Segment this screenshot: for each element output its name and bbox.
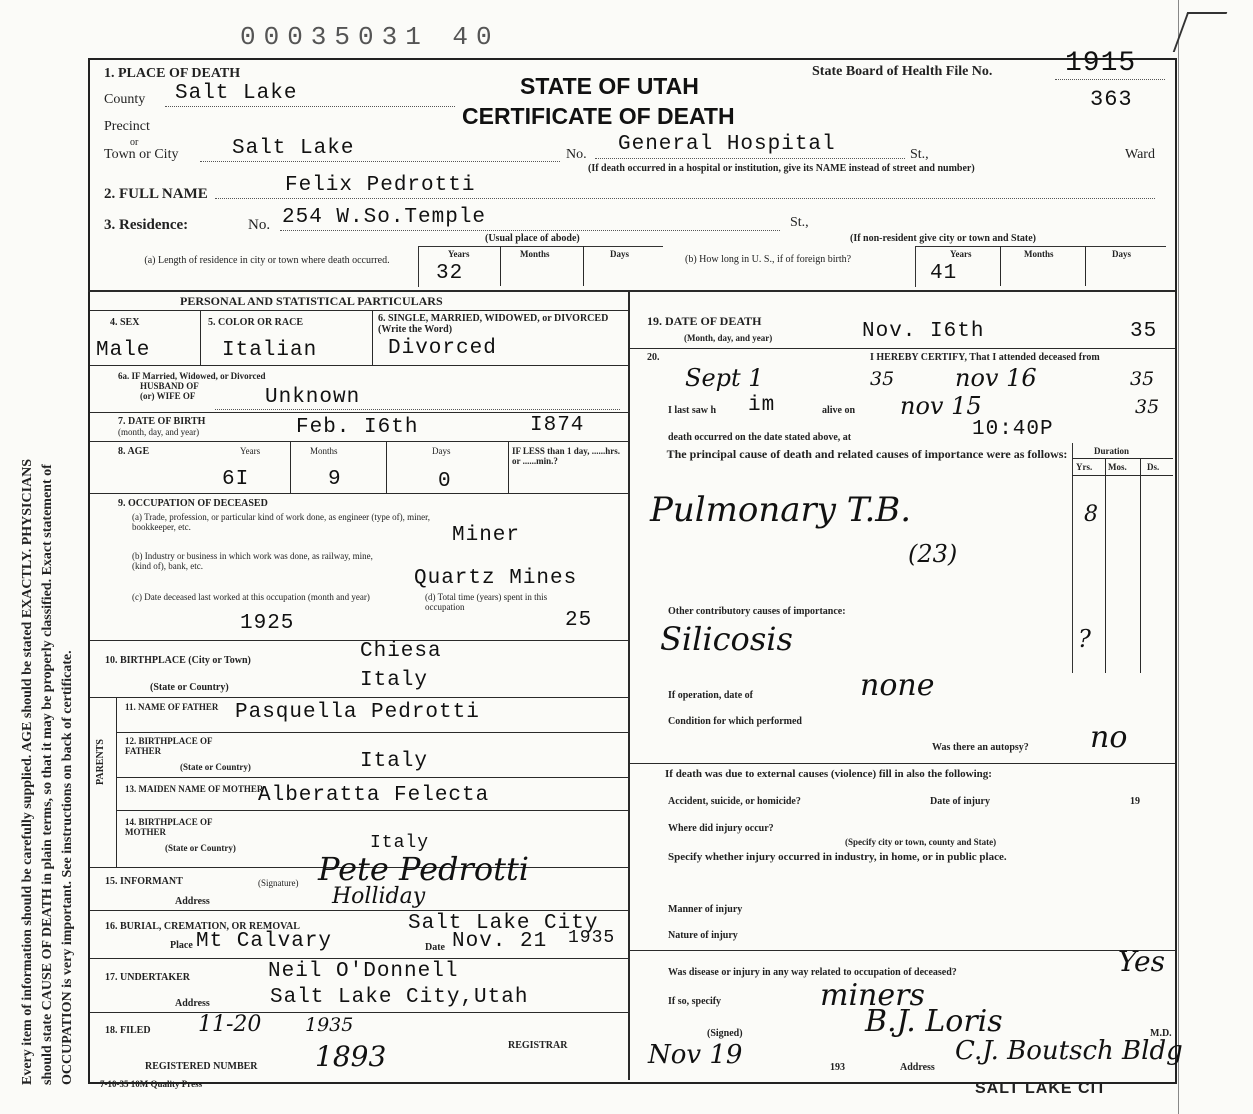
age-years-header: Years (240, 446, 261, 456)
occupation-a-label: (a) Trade, profession, or particular kind of work done, as engineer (type of), miner, bookkeeper, etc. (132, 512, 431, 532)
age-months-value: 9 (328, 468, 342, 491)
birthplace-city: Chiesa (360, 640, 442, 663)
informant-signature: Pete Pedrotti (318, 850, 530, 888)
residence-value: 254 W.So.Temple (282, 206, 487, 229)
accident-label: Accident, suicide, or homicide? (668, 796, 801, 807)
principal-cause: Pulmonary T.B. (650, 490, 912, 530)
manner-label: Manner of injury (668, 904, 743, 915)
injury-date-label: Date of injury (930, 796, 990, 807)
informant-signature-label: (Signature) (258, 878, 299, 888)
signed-label: (Signed) (707, 1028, 743, 1039)
injury-specify-label: Specify whether injury occurred in industry, in home, or in public place. (668, 851, 1007, 863)
full-name-value: Felix Pedrotti (285, 174, 476, 197)
certify-text: I HEREBY CERTIFY, That I attended deceased from (870, 352, 1100, 363)
injury-where-label: Where did injury occur? (668, 823, 774, 834)
informant-address-label: Address (175, 896, 210, 907)
corner-fold-icon (1173, 12, 1228, 52)
last-saw-pronoun: im (748, 394, 776, 417)
length-years-header: Years (448, 249, 470, 259)
physician-address-label: Address (900, 1062, 935, 1073)
md-label: M.D. (1150, 1028, 1172, 1039)
if-so-label: If so, specify (668, 996, 722, 1007)
father-birthplace-value: Italy (360, 750, 429, 773)
alive-on-year: 35 (1135, 396, 1160, 418)
dob-month-day: Feb. I6th (296, 416, 419, 439)
burial-label: 16. BURIAL, CREMATION, OR REMOVAL (105, 921, 300, 932)
alive-on-date: nov 15 (900, 392, 982, 420)
race-label: 5. COLOR OR RACE (208, 317, 304, 328)
race-value: Italian (222, 339, 318, 362)
marital-value: Divorced (388, 337, 497, 360)
county-value: Salt Lake (175, 82, 298, 105)
last-saw-label: I last saw h (668, 405, 717, 416)
us-days-header: Days (1112, 249, 1132, 259)
duration-header: Duration (1094, 446, 1130, 456)
burial-date-value: Nov. 21 (452, 930, 548, 953)
age-months-header: Months (310, 446, 338, 456)
marital-label: 6. SINGLE, MARRIED, WIDOWED, or DIVORCED (Write the Word) (378, 313, 609, 335)
dob-year: I874 (530, 414, 585, 437)
spouse-label-c: (or) WIFE OF (140, 391, 196, 401)
side-instructions-line3: OCCUPATION is very important. See instructions on back of certificate. (60, 650, 75, 1085)
father-birthplace-sub: (State or Country) (180, 762, 251, 772)
sex-value: Male (96, 339, 151, 362)
street-label: St., (910, 147, 929, 162)
contributory-label: Other contributory causes of importance: (668, 606, 846, 617)
or-label: or (130, 137, 139, 148)
burial-place-label: Place (170, 940, 193, 951)
personal-section-header: PERSONAL AND STATISTICAL PARTICULARS (180, 294, 443, 308)
occupation-c-value: 1925 (240, 612, 295, 635)
file-number-label: State Board of Health File No. (812, 64, 993, 79)
dob-sub: (month, day, and year) (118, 427, 200, 437)
residence-no-label: No. (248, 217, 271, 233)
age-days-header: Days (432, 446, 451, 456)
dod-sub: (Month, day, and year) (684, 333, 773, 343)
town-label: Town or City (104, 147, 179, 162)
hospital-note: (If death occurred in a hospital or institution, give its NAME instead of street and number) (588, 163, 975, 174)
dod-label: 19. DATE OF DEATH (647, 314, 762, 328)
print-footer: 7-10-35 10M Quality Press (100, 1079, 203, 1089)
physician-signature: B.J. Loris (865, 1004, 1003, 1039)
hospital-no-label: No. (566, 147, 587, 162)
undertaker-label: 17. UNDERTAKER (105, 972, 191, 983)
birthplace-label: 10. BIRTHPLACE (City or Town) (105, 655, 251, 666)
file-number: 1915 (1065, 48, 1137, 79)
occupation-d-label: (d) Total time (years) spent in this occupation (425, 592, 548, 612)
us-years-value: 41 (930, 262, 958, 285)
occupation-a-value: Miner (452, 524, 521, 547)
mother-label: 13. MAIDEN NAME OF MOTHER (125, 784, 264, 794)
us-residence-label: (b) How long in U. S., if of foreign birth? (685, 254, 852, 265)
duration-mos-header: Mos. (1108, 462, 1127, 472)
ward-label: Ward (1125, 147, 1155, 162)
occupation-b-value: Quartz Mines (414, 567, 578, 590)
occupation-b-label: (b) Industry or business in which work was done, as railway, mine, (kind of), bank, etc. (132, 551, 373, 571)
date-signed: Nov 19 (648, 1040, 743, 1070)
length-years-value: 32 (436, 262, 464, 285)
burial-place-value: Mt Calvary (196, 930, 333, 953)
side-instructions-line1: Every item of information should be carefully supplied. AGE should be stated EXACTLY. PHYSICIANS (20, 458, 35, 1085)
undertaker-address: Salt Lake City,Utah (270, 986, 529, 1009)
physician-address: C.J. Boutsch Bldg (955, 1036, 1183, 1066)
dod-year: 35 (1130, 320, 1158, 343)
registrar-label: REGISTRAR (508, 1040, 568, 1051)
length-days-header: Days (610, 249, 630, 259)
father-label: 11. NAME OF FATHER (125, 702, 219, 712)
if-so-value: miners (820, 978, 925, 1013)
death-occurred-label: death occurred on the date stated above, at (668, 432, 852, 443)
undertaker-name: Neil O'Donnell (268, 960, 459, 983)
occupation-d-value: 25 (565, 609, 593, 632)
father-birthplace-label: 12. BIRTHPLACE OF FATHER (125, 736, 213, 756)
alive-on-label: alive on (822, 405, 856, 416)
mother-birthplace-sub: (State or Country) (165, 843, 236, 853)
external-causes-label: If death was due to external causes (violence) fill in also the following: (665, 768, 992, 780)
town-value: Salt Lake (232, 137, 355, 160)
mother-birthplace-value: Italy (370, 833, 430, 853)
dob-label: 7. DATE OF BIRTH (118, 416, 206, 427)
us-years-header: Years (950, 249, 972, 259)
age-days-value: 0 (438, 470, 452, 493)
hospital-value: General Hospital (618, 133, 836, 156)
condition-label: Condition for which performed (668, 716, 802, 727)
county-label: County (104, 92, 146, 107)
state-title: STATE OF UTAH (520, 73, 699, 99)
spouse-label-a: 6a. IF Married, Widowed, or Divorced (118, 371, 266, 381)
attended-to-year: 35 (1130, 368, 1155, 390)
attended-from: Sept 1 (685, 364, 764, 392)
filed-label: 18. FILED (105, 1025, 151, 1036)
parents-side-label: PARENTS (95, 739, 106, 785)
duration-ds-header: Ds. (1147, 462, 1160, 472)
related-label: Was disease or injury in any way related to occupation of deceased? (668, 967, 957, 978)
spouse-value: Unknown (265, 386, 361, 409)
file-subnumber: 363 (1090, 87, 1133, 112)
side-instructions-line2: should state CAUSE OF DEATH in plain terms, so that it may be properly classified. Exact statement of (40, 464, 55, 1085)
attended-from-year: 35 (870, 368, 895, 390)
death-time: 10:40P (972, 418, 1054, 441)
attended-to: nov 16 (955, 364, 1037, 392)
usual-abode-note: (Usual place of abode) (485, 233, 580, 244)
filed-year: 1935 (305, 1014, 354, 1036)
autopsy-value: no (1090, 720, 1128, 755)
burial-city: Salt Lake City (408, 912, 599, 935)
full-name-label: 2. FULL NAME (104, 186, 208, 202)
age-label: 8. AGE (118, 446, 150, 457)
contributory-cause: Silicosis (660, 620, 793, 658)
nonresident-note: (If non-resident give city or town and State) (850, 233, 1037, 244)
mother-value: Alberatta Felecta (258, 784, 490, 807)
father-value: Pasquella Pedrotti (235, 701, 480, 724)
informant-label: 15. INFORMANT (105, 876, 183, 887)
residence-street-label: St., (790, 215, 809, 230)
cause-label: The principal cause of death and related causes of importance were as follows: (666, 447, 1068, 461)
precinct-label: Precinct (104, 119, 150, 134)
serial-number: 00035031 40 (240, 22, 500, 52)
place-section-label: 1. PLACE OF DEATH (104, 66, 241, 81)
filed-date: 11-20 (198, 1012, 262, 1037)
nature-label: Nature of injury (668, 930, 738, 941)
birthplace-country: Italy (360, 669, 429, 692)
mother-birthplace-label: 14. BIRTHPLACE OF MOTHER (125, 817, 213, 837)
dod-month-day: Nov. I6th (862, 320, 985, 343)
age-years-value: 6I (222, 468, 250, 491)
registered-number-label: REGISTERED NUMBER (145, 1061, 258, 1072)
spouse-label-b: HUSBAND OF (140, 381, 199, 391)
certificate-title: CERTIFICATE OF DEATH (462, 103, 735, 129)
duration-yrs-header: Yrs. (1076, 462, 1093, 472)
operation-label: If operation, date of (668, 690, 753, 701)
length-months-header: Months (520, 249, 550, 259)
sex-label: 4. SEX (110, 317, 140, 328)
autopsy-label: Was there an autopsy? (932, 742, 1029, 753)
signed-year: 193 (830, 1062, 845, 1073)
city-stamp: SALT LAKE CIT (975, 1080, 1107, 1097)
operation-value: none (860, 668, 935, 703)
length-residence-label: (a) Length of residence in city or town where death occurred. (144, 255, 390, 266)
cause-code: (23) (908, 540, 958, 568)
undertaker-address-label: Address (175, 998, 210, 1009)
injury-year: 19 (1130, 796, 1140, 807)
principal-cause-duration: 8 (1084, 502, 1098, 527)
burial-year-value: 1935 (568, 928, 616, 948)
us-months-header: Months (1024, 249, 1054, 259)
contributory-duration: ? (1078, 625, 1091, 653)
certify-number: 20. (647, 352, 660, 363)
age-less-than: IF LESS than 1 day, ......hrs. or ......min.? (512, 446, 620, 466)
injury-where-note: (Specify city or town, county and State) (845, 837, 997, 847)
occupation-c-label: (c) Date deceased last worked at this occupation (month and year) (132, 592, 370, 602)
informant-address: Holliday (332, 884, 426, 909)
residence-label: 3. Residence: (104, 217, 189, 233)
birthplace-state-label: (State or Country) (150, 682, 229, 693)
registered-number: 1893 (315, 1040, 387, 1073)
burial-date-label: Date (425, 942, 445, 953)
related-value: Yes (1118, 945, 1165, 978)
occupation-label: 9. OCCUPATION OF DECEASED (118, 498, 268, 509)
